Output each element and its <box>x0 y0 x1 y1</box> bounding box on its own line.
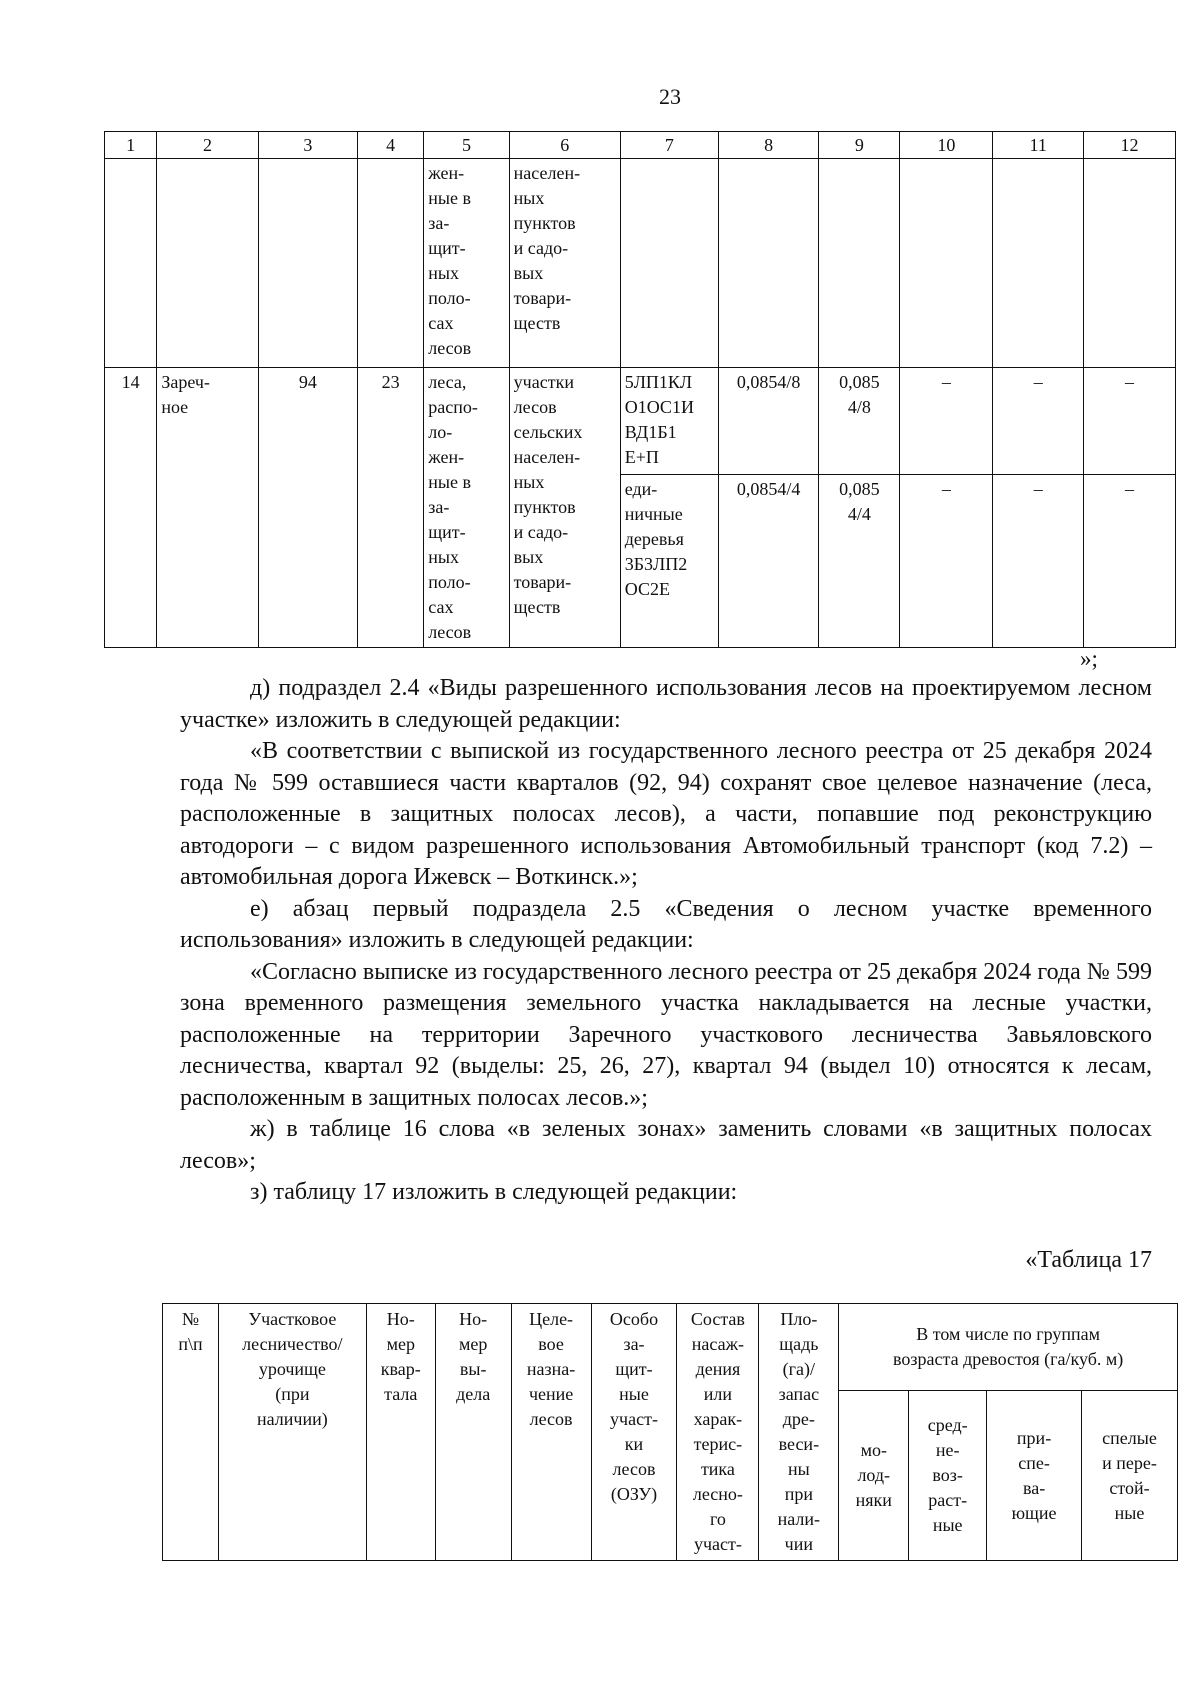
header-cell: 3 <box>258 132 357 159</box>
area-cell: 0,0854/8 <box>718 368 818 475</box>
header-cell: 6 <box>509 132 620 159</box>
table-17 <box>162 1303 1178 1561</box>
forest-plot-table-continued <box>104 131 1176 648</box>
quarter-cell: 94 <box>258 368 357 648</box>
table-17-title: «Таблица 17 <box>1025 1247 1152 1273</box>
closing-quote: »; <box>1080 646 1098 671</box>
header-purpose: Целе- вое назна- чение лесов <box>511 1304 591 1561</box>
row-number-cell: 14 <box>105 368 157 648</box>
young-cell: 0,085 4/4 <box>819 474 900 647</box>
composition-cell: еди- ничные деревья 3Б3ЛП2 ОС2Е <box>620 474 718 647</box>
header-middle-aged: сред- не- воз- раст- ные <box>909 1391 987 1561</box>
paragraph: з) таблицу 17 изложить в следующей редакции: <box>250 1179 738 1205</box>
header-age-groups: В том числе по группам возраста древостоя (га/куб. м) <box>839 1304 1178 1391</box>
header-cell: 5 <box>424 132 509 159</box>
header-cell: 10 <box>900 132 993 159</box>
header-forestry: Участковое лесничество/ урочище (при наличии) <box>218 1304 366 1561</box>
paragraph: е) абзац первый подраздела 2.5 «Сведения о лесном участке временного использования» изложить в следующей редакции: <box>180 895 1152 953</box>
allotment-cell: 23 <box>358 368 424 648</box>
ozu-cell: участки лесов сельских населен- ных пунктов и садо- вых товари- ществ <box>509 368 620 648</box>
header-number: № п\п <box>163 1304 219 1561</box>
header-cell: 1 <box>105 132 157 159</box>
header-premature: при- спе- ва- ющие <box>987 1391 1082 1561</box>
table-header-row <box>163 1304 1178 1391</box>
ozu-cell: населен- ных пунктов и садо- вых товари- ществ <box>509 159 620 368</box>
header-allotment: Но- мер вы- дела <box>435 1304 511 1561</box>
middle-age-cell: – <box>900 474 993 647</box>
paragraph: ж) в таблице 16 слова «в зеленых зонах» заменить словами «в защитных полосах лесов»; <box>180 1116 1152 1174</box>
header-cell: 7 <box>620 132 718 159</box>
middle-age-cell: – <box>900 368 993 475</box>
table-row <box>105 368 1176 475</box>
table-header-row <box>105 132 1176 159</box>
purpose-cell: леса, распо- ло- жен- ные в за- щит- ных поло- сах лесов <box>424 368 509 648</box>
body-text <box>180 673 1152 1209</box>
page-number: 23 <box>659 84 681 109</box>
area-cell: 0,0854/4 <box>718 474 818 647</box>
mature-cell: – <box>1084 474 1176 647</box>
table-row <box>105 159 1176 368</box>
forestry-cell: Зареч- ное <box>157 368 258 648</box>
header-composition: Состав насаж- дения или харак- терис- тика лесно- го участ- <box>677 1304 759 1561</box>
paragraph: «Согласно выписке из государственного лесного реестра от 25 декабря 2024 года № 599 зона временного размещения земельного участка накладывается на лесные участки, расположенные на территории Заречного участкового лесничества Завьяловского лесничества, квартал 92 (выделы: 25, 26, 27), квартал 94 (выдел 10) относятся к лесам, расположенным в защитных полосах лесов.»; <box>180 958 1152 1111</box>
header-cell: 12 <box>1084 132 1176 159</box>
paragraph: д) подраздел 2.4 «Виды разрешенного использования лесов на проектируемом лесном участке» изложить в следующей редакции: <box>180 675 1152 733</box>
mature-cell: – <box>1084 368 1176 475</box>
header-quarter: Но- мер квар- тала <box>366 1304 435 1561</box>
composition-cell: 5ЛП1КЛ О1ОС1И ВД1Б1 Е+П <box>620 368 718 475</box>
header-cell: 2 <box>157 132 258 159</box>
header-cell: 4 <box>358 132 424 159</box>
young-cell: 0,085 4/8 <box>819 368 900 475</box>
premature-cell: – <box>993 368 1084 475</box>
premature-cell: – <box>993 474 1084 647</box>
purpose-cell: жен- ные в за- щит- ных поло- сах лесов <box>424 159 509 368</box>
paragraph: «В соответствии с выпиской из государственного лесного реестра от 25 декабря 2024 года № 599 оставшиеся части кварталов (92, 94) сохранят свое целевое назначение (леса, расположенные в защитных полосах лесов), а части, попавшие под реконструкцию автодороги – с видом разрешенного использования Автомобильный транспорт (код 7.2) – автомобильная дорога Ижевск – Воткинск.»; <box>180 738 1152 890</box>
header-cell: 11 <box>993 132 1084 159</box>
header-area: Пло- щадь (га)/ запас дре- веси- ны при нали- чии <box>759 1304 839 1561</box>
header-young: мо- лод- няки <box>839 1391 909 1561</box>
header-mature: спелые и пере- стой- ные <box>1082 1391 1178 1561</box>
header-cell: 9 <box>819 132 900 159</box>
header-cell: 8 <box>718 132 818 159</box>
header-ozu: Особо за- щит- ные участ- ки лесов (ОЗУ) <box>591 1304 677 1561</box>
